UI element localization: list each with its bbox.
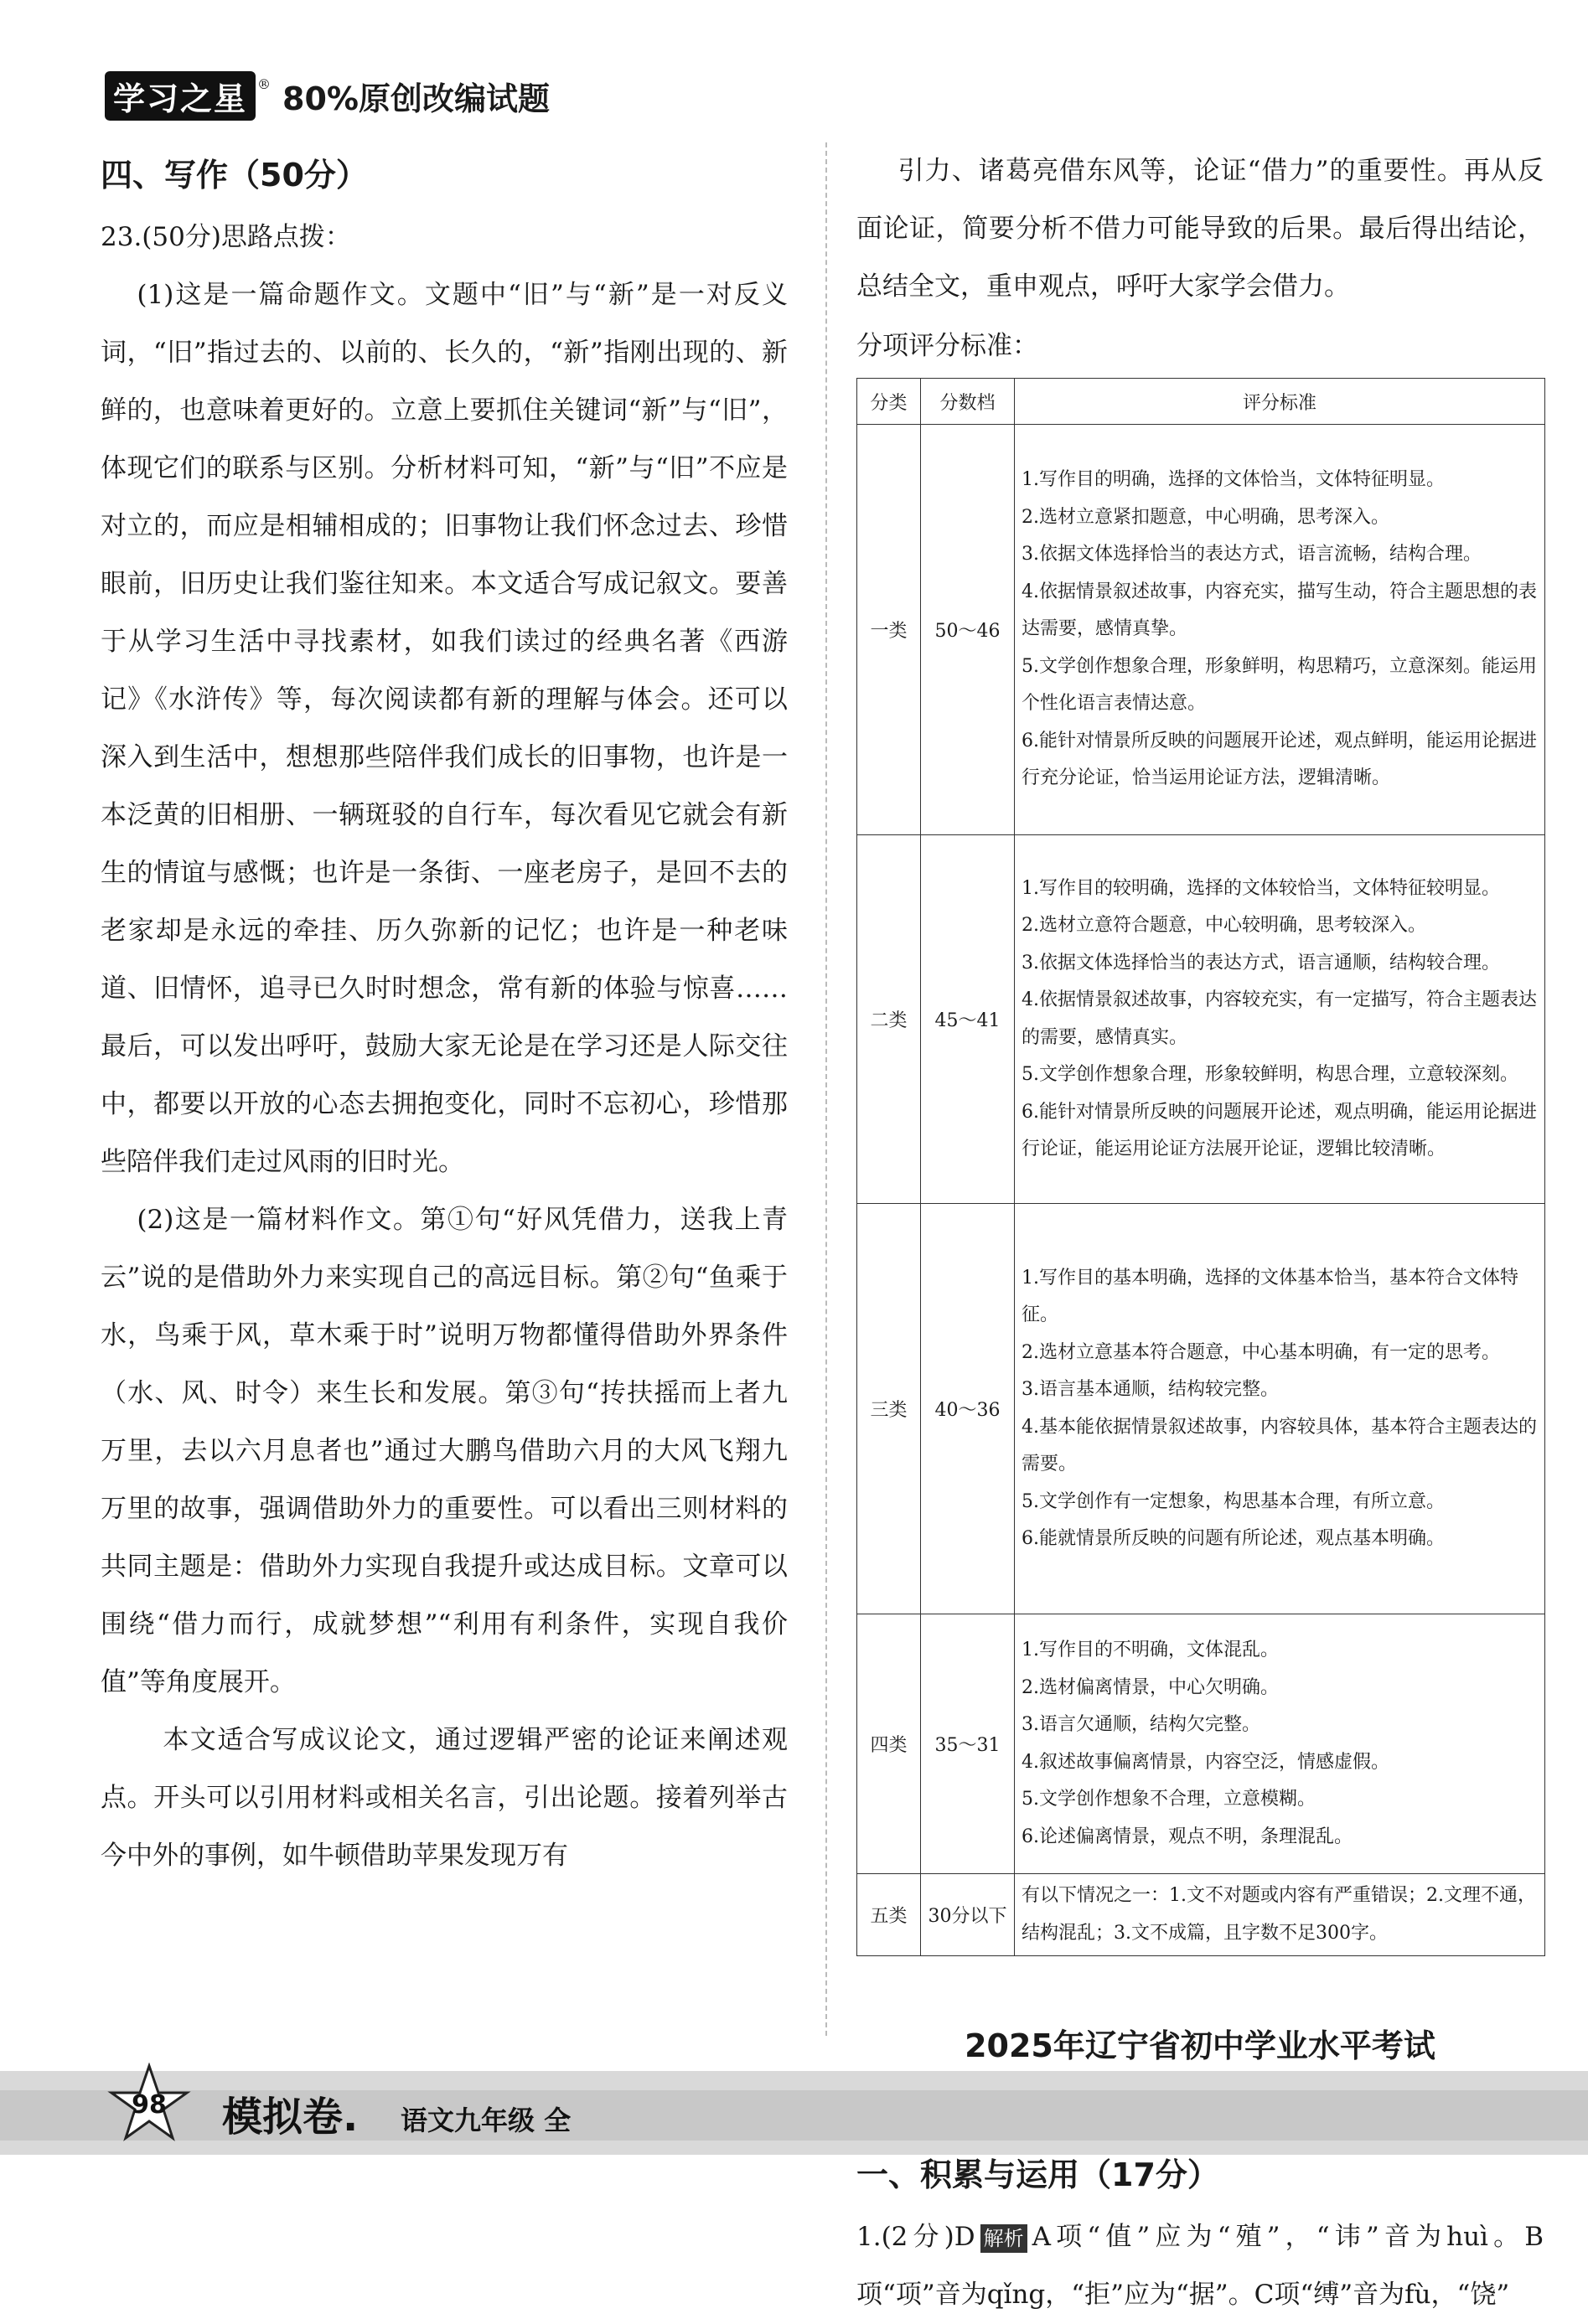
criteria-item: 4.叙述故事偏离情景，内容空泛，情感虚假。 <box>1022 1751 1389 1773</box>
table-header-row <box>857 379 1545 425</box>
criteria-item: 4.基本能依据情景叙述故事，内容较具体，基本符合主题表达的需要。 <box>1022 1416 1537 1474</box>
table-row <box>857 1614 1545 1874</box>
analysis-tag: 解析 <box>980 2224 1027 2253</box>
registered-mark: ® <box>257 75 272 92</box>
grading-table <box>856 378 1545 1956</box>
criteria-item: 1.写作目的不明确，文体混乱。 <box>1022 1640 1279 1660</box>
header-category: 分类 <box>857 379 921 425</box>
table-row <box>857 835 1545 1204</box>
criteria-item: 4.依据情景叙述故事，内容较充实，有一定描写，符合主题表达的需要，感情真实。 <box>1022 989 1537 1048</box>
criteria-cell <box>1015 835 1545 1204</box>
criteria-item: 2.选材立意紧扣题意，中心明确，思考深入。 <box>1022 506 1389 528</box>
answer-paragraph-2: (2)这是一篇材料作文。第①句“好风凭借力，送我上青云”说的是借助外力来实现自己的高远目标。第②句“鱼乘于水，鸟乘于风，草木乘于时”说明万物都懂得借助外界条件（水、风、时令）来生长和发展。第③句“抟扶摇而上者九万里，去以六月息者也”通过大鹏鸟借助六月的大风飞翔九万里的故事，强调借助外力的重要性。可以看出三则材料的共同主题是：借助外力实现自我提升或达成目标。文章可以围绕“借力而行，成就梦想”“利用有利条件，实现自我价值”等角度展开。 <box>101 1205 788 1697</box>
header-brand <box>105 74 550 117</box>
answer-paragraph-1: (1)这是一篇命题作文。文题中“旧”与“新”是一对反义词，“旧”指过去的、以前的、长久的，“新”指刚出现的、新鲜的，也意味着更好的。立意上要抓住关键词“新”与“旧”，体现它们的联系与区别。分析材料可知，“新”与“旧”不应是对立的，而应是相辅相成的；旧事物让我们怀念过去、珍惜眼前，旧历史让我们鉴往知来。本文适合写成记叙文。要善于从学习生活中寻找素材，如我们读过的经典名著《西游记》《水浒传》等，每次阅读都有新的理解与体会。还可以深入到生活中，想想那些陪伴我们成长的旧事物，也许是一本泛黄的旧相册、一辆斑驳的自行车，每次看见它就会有新生的情谊与感慨；也许是一条街、一座老房子，是回不去的老家却是永远的牵挂、历久弥新的记忆；也许是一种老味道、旧情怀，追寻已久时时想念，常有新的体验与惊喜……最后，可以发出呼吁，鼓励大家无论是在学习还是人际交往中，都要以开放的心态去拥抱变化，同时不忘初心，珍惜那些陪伴我们走过风雨的旧时光。 <box>101 280 788 1177</box>
table-row <box>857 425 1545 835</box>
scoring-label: 分项评分标准： <box>856 331 1038 361</box>
criteria-item: 6.能针对情景所反映的问题展开论述，观点鲜明，能运用论据进行充分论证，恰当运用论证方法，逻辑清晰。 <box>1022 730 1537 789</box>
score-band-cell: 45～41 <box>921 835 1015 1204</box>
criteria-item: 6.能就情景所反映的问题有所论述，观点基本明确。 <box>1022 1528 1445 1549</box>
left-column <box>101 142 788 1885</box>
header-criteria: 评分标准 <box>1015 379 1545 425</box>
score-band-cell: 40～36 <box>921 1204 1015 1614</box>
column-divider <box>825 142 827 2036</box>
category-cell: 三类 <box>857 1204 921 1614</box>
header-score-band: 分数档 <box>921 379 1015 425</box>
criteria-item: 1.写作目的较明确，选择的文体较恰当，文体特征较明显。 <box>1022 877 1500 899</box>
criteria-item: 2.选材立意符合题意，中心较明确，思考较深入。 <box>1022 915 1426 936</box>
criteria-cell <box>1015 1614 1545 1874</box>
score-band-cell: 35～31 <box>921 1614 1015 1874</box>
criteria-item: 1.写作目的基本明确，选择的文体基本恰当，基本符合文体特征。 <box>1022 1267 1518 1325</box>
criteria-item: 3.依据文体选择恰当的表达方式，语言通顺，结构较合理。 <box>1022 952 1500 973</box>
table-row <box>857 1204 1545 1614</box>
brand-logo: 学习之星 <box>105 71 256 121</box>
series-subtitle: 语文九年级 全 <box>401 2105 572 2136</box>
criteria-item: 有以下情况之一：1.文不对题或内容有严重错误；2.文理不通，结构混乱；3.文不成篇，且字数不足300字。 <box>1022 1885 1536 1944</box>
criteria-item: 5.文学创作想象不合理，立意模糊。 <box>1022 1789 1316 1810</box>
criteria-item: 6.能针对情景所反映的问题展开论述，观点明确，能运用论据进行论证，能运用论证方法展开论证，逻辑比较清晰。 <box>1022 1101 1537 1159</box>
category-cell: 二类 <box>857 835 921 1204</box>
q1-prefix: 1.(2分)D <box>856 2222 975 2252</box>
criteria-cell <box>1015 425 1545 835</box>
question-23-intro: 23.(50分)思路点拨： <box>101 222 351 252</box>
brand-tagline: 80%原创改编试题 <box>282 80 550 117</box>
table-row <box>857 1874 1545 1956</box>
page-number: 98 <box>132 2090 167 2120</box>
exam-title: 2025年辽宁省初中学业水平考试 <box>965 2027 1435 2064</box>
criteria-cell <box>1015 1874 1545 1956</box>
criteria-item: 1.写作目的明确，选择的文体恰当，文体特征明显。 <box>1022 469 1445 491</box>
right-column <box>856 142 1544 2324</box>
q1-text: A项“值”应为“殖”，“讳”音为huì。B项“项”音为qǐng，“拒”应为“据”。C项“缚”音为fù，“饶” <box>856 2222 1544 2310</box>
category-cell: 五类 <box>857 1874 921 1956</box>
criteria-item: 3.语言欠通顺，结构欠完整。 <box>1022 1714 1260 1735</box>
criteria-item: 2.选材立意基本符合题意，中心基本明确，有一定的思考。 <box>1022 1341 1500 1363</box>
category-cell: 一类 <box>857 425 921 835</box>
criteria-cell <box>1015 1204 1545 1614</box>
score-band-cell: 30分以下 <box>921 1874 1015 1956</box>
category-cell: 四类 <box>857 1614 921 1874</box>
answer-paragraph-3: 本文适合写成议论文，通过逻辑严密的论证来阐述观点。开头可以引用材料或相关名言，引出论题。接着列举古今中外的事例，如牛顿借助苹果发现万有 <box>101 1725 788 1871</box>
section-title-writing: 四、写作（50分） <box>101 157 368 194</box>
question-1-answer <box>856 2208 1544 2324</box>
criteria-item: 2.选材偏离情景，中心欠明确。 <box>1022 1676 1279 1698</box>
criteria-item: 5.文学创作想象合理，形象较鲜明，构思合理，立意较深刻。 <box>1022 1064 1518 1085</box>
score-band-cell: 50～46 <box>921 425 1015 835</box>
criteria-item: 6.论述偏离情景，观点不明，条理混乱。 <box>1022 1826 1353 1847</box>
answer-paragraph-continued: 引力、诸葛亮借东风等，论证“借力”的重要性。再从反面论证，简要分析不借力可能导致的后果。最后得出结论，总结全文，重申观点，呼吁大家学会借力。 <box>856 156 1544 302</box>
criteria-item: 5.文学创作有一定想象，构思基本合理，有所立意。 <box>1022 1490 1445 1512</box>
criteria-item: 3.语言基本通顺，结构较完整。 <box>1022 1379 1279 1400</box>
criteria-item: 5.文学创作想象合理，形象鲜明，构思精巧，立意深刻。能运用个性化语言表情达意。 <box>1022 655 1537 715</box>
series-title: 模拟卷. <box>222 2094 359 2141</box>
section-title-accumulation: 一、积累与运用（17分） <box>856 2156 1219 2193</box>
criteria-item: 3.依据文体选择恰当的表达方式，语言流畅，结构合理。 <box>1022 544 1482 566</box>
criteria-item: 4.依据情景叙述故事，内容充实，描写生动，符合主题思想的表达需要，感情真挚。 <box>1022 581 1537 640</box>
